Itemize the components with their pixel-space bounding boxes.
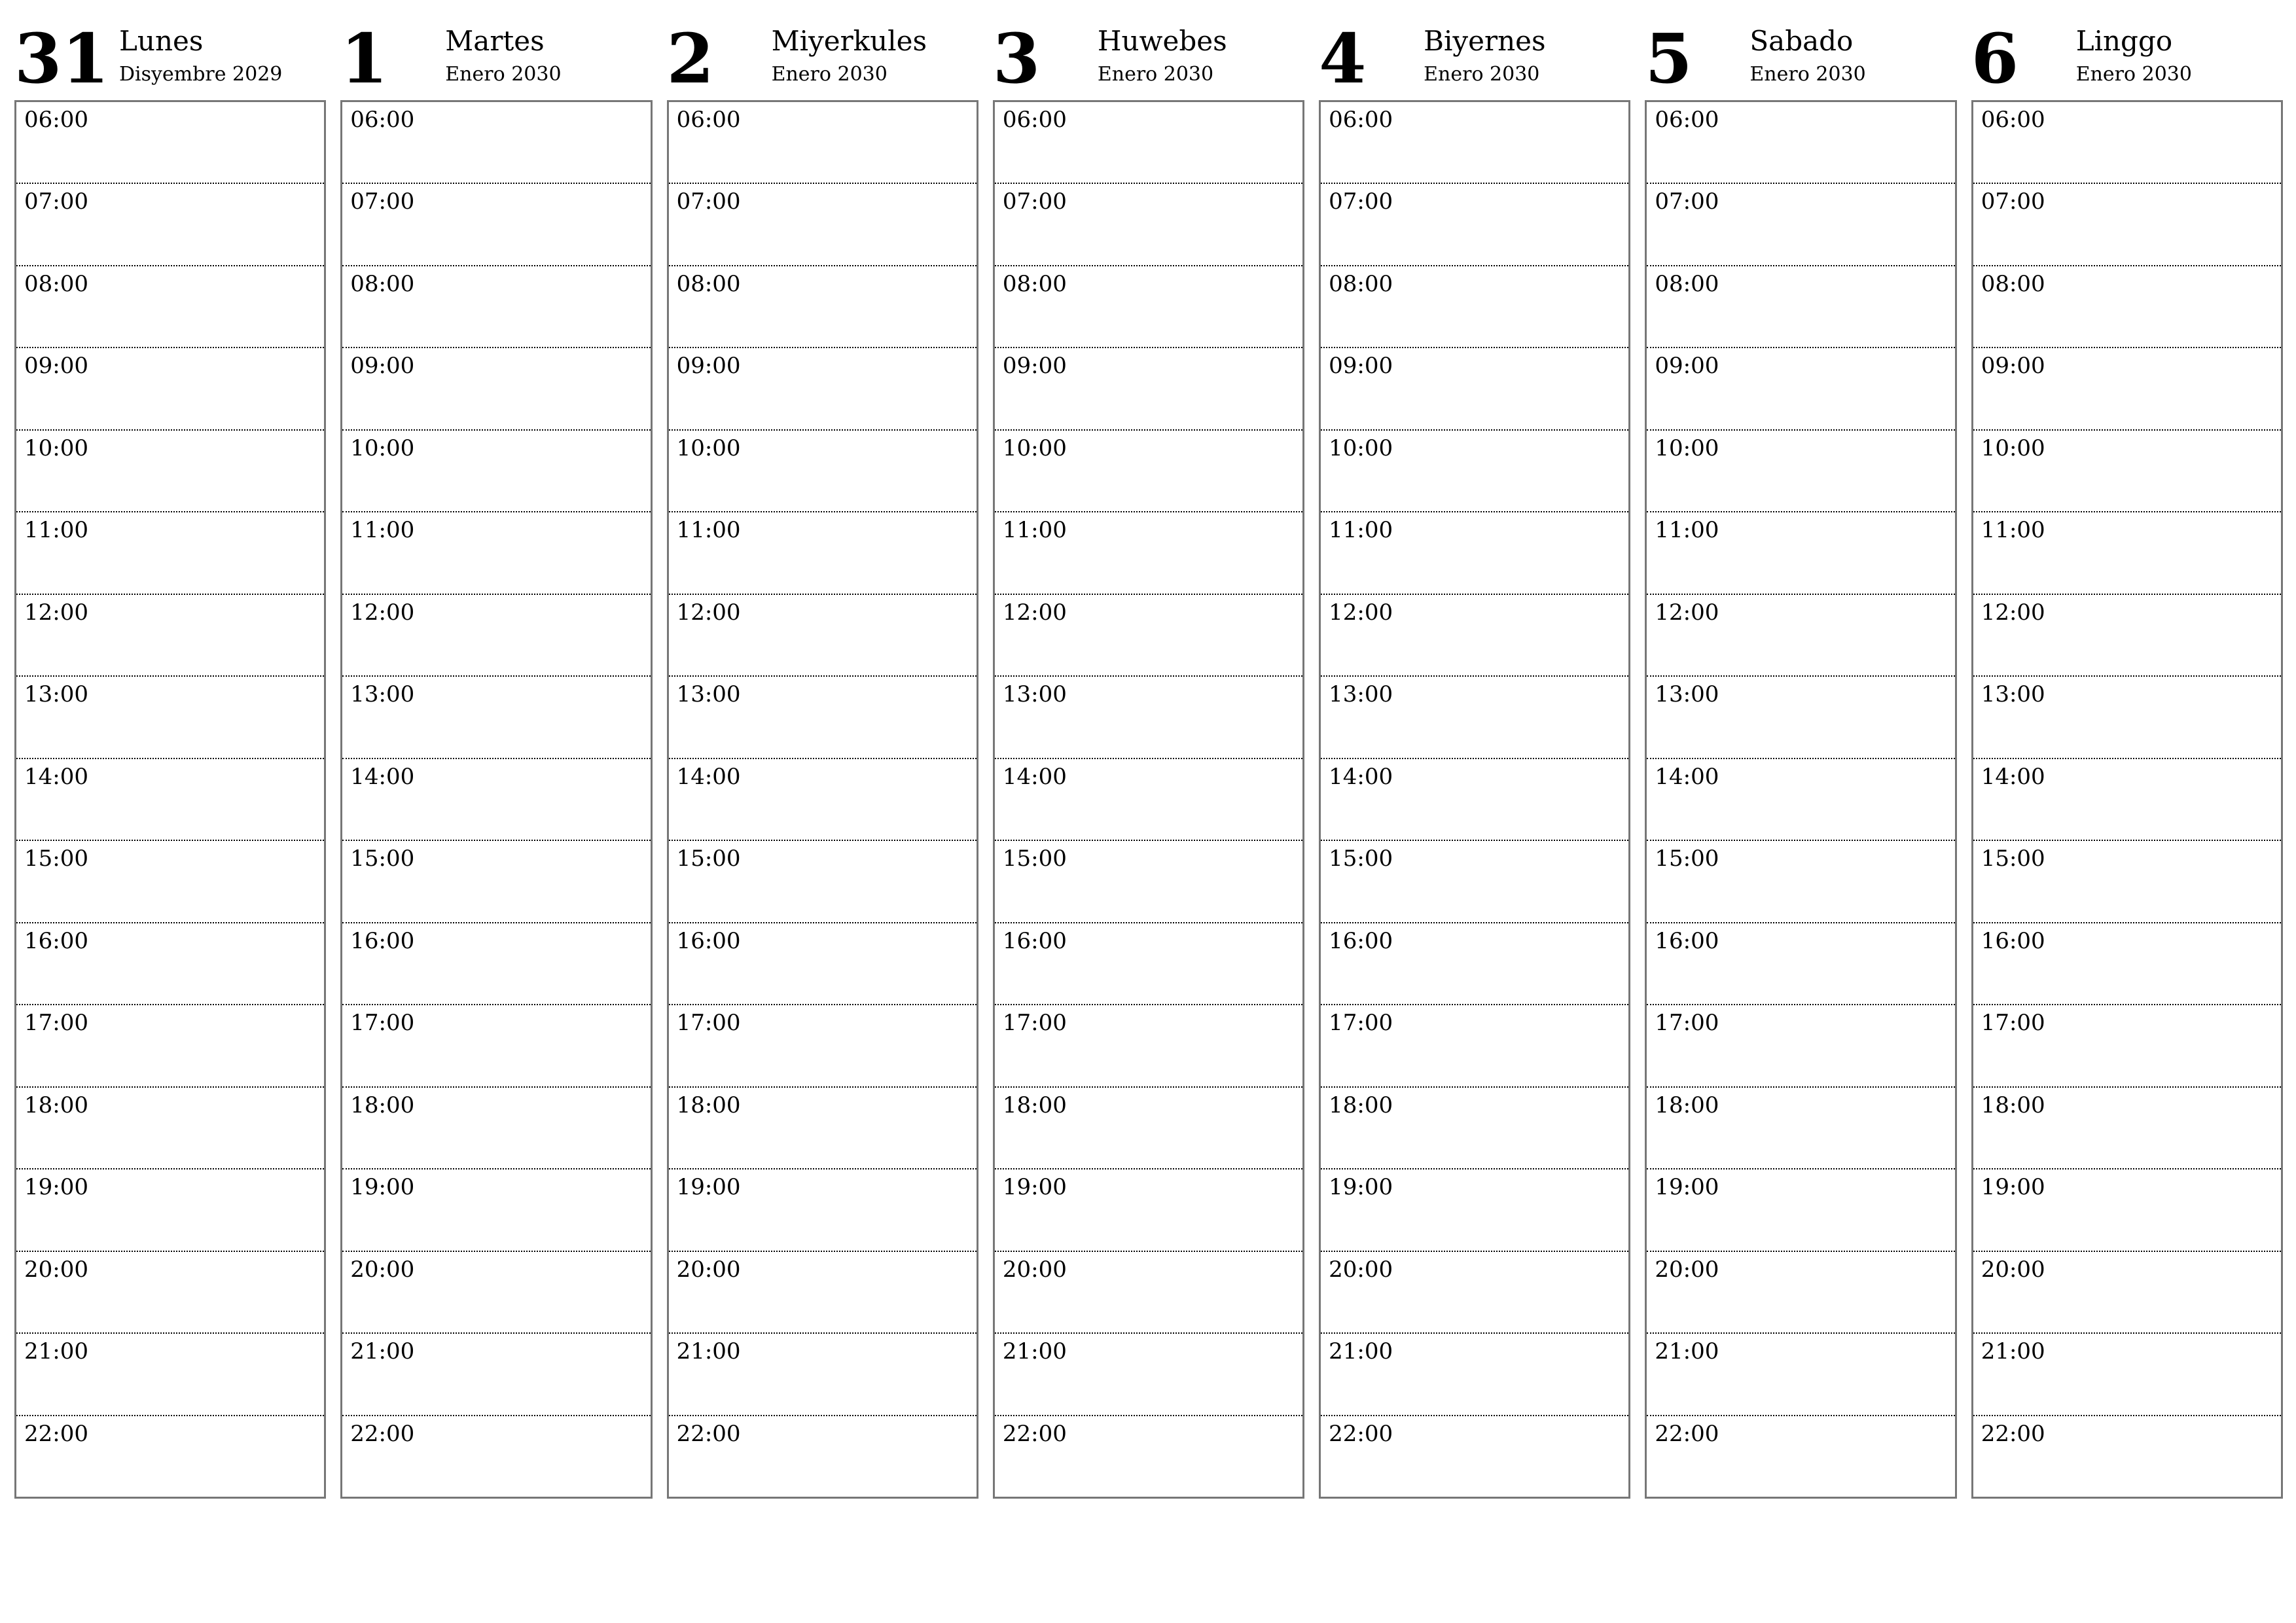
hour-grid [993, 100, 1304, 1499]
time-slot[interactable] [1973, 1086, 2281, 1168]
time-slot[interactable] [342, 594, 650, 675]
time-slot[interactable] [669, 840, 977, 921]
time-slot[interactable] [1647, 675, 1954, 757]
time-slot[interactable] [995, 429, 1302, 511]
time-label: 06:00 [350, 107, 415, 133]
time-label: 20:00 [1002, 1256, 1067, 1283]
time-label: 10:00 [24, 435, 88, 461]
time-label: 21:00 [1329, 1338, 1393, 1365]
time-slot[interactable] [1321, 1415, 1628, 1497]
day-name: Miyerkules [771, 25, 927, 57]
time-slot[interactable] [1973, 347, 2281, 429]
time-slot[interactable] [16, 1168, 324, 1250]
day-number: 2 [666, 18, 714, 99]
day-name: Biyernes [1424, 25, 1546, 57]
time-slot[interactable] [1647, 922, 1954, 1004]
time-label: 14:00 [350, 763, 415, 790]
time-slot[interactable] [1321, 758, 1628, 840]
time-label: 12:00 [350, 599, 415, 626]
time-label: 06:00 [676, 107, 741, 133]
time-label: 22:00 [1329, 1420, 1393, 1447]
time-label: 22:00 [676, 1420, 741, 1447]
time-label: 21:00 [24, 1338, 88, 1365]
time-label: 17:00 [24, 1010, 88, 1037]
time-slot[interactable] [1647, 594, 1954, 675]
time-slot[interactable] [669, 511, 977, 593]
time-label: 09:00 [350, 353, 415, 380]
time-slot[interactable] [16, 265, 324, 347]
time-slot[interactable] [1647, 840, 1954, 921]
time-slot[interactable] [1647, 265, 1954, 347]
hour-grid [1319, 100, 1630, 1499]
time-label: 15:00 [1655, 846, 1719, 872]
time-slot[interactable] [1321, 1004, 1628, 1086]
time-label: 06:00 [24, 107, 88, 133]
day-month: Enero 2030 [2075, 63, 2192, 86]
time-label: 17:00 [1655, 1010, 1719, 1037]
time-slot[interactable] [669, 594, 977, 675]
time-slot[interactable] [16, 922, 324, 1004]
time-slot[interactable] [16, 840, 324, 921]
time-label: 06:00 [1981, 107, 2045, 133]
day-label [445, 25, 561, 87]
time-slot[interactable] [669, 102, 977, 183]
hour-grid [340, 100, 652, 1499]
time-slot[interactable] [342, 758, 650, 840]
time-label: 19:00 [1002, 1174, 1067, 1201]
time-label: 16:00 [350, 927, 415, 954]
time-slot[interactable] [1973, 675, 2281, 757]
day-label [1749, 25, 1865, 87]
time-label: 20:00 [1981, 1256, 2045, 1283]
time-label: 09:00 [1981, 353, 2045, 380]
day-number: 6 [1971, 18, 2019, 99]
time-slot[interactable] [1647, 347, 1954, 429]
time-label: 19:00 [676, 1174, 741, 1201]
time-slot[interactable] [16, 511, 324, 593]
time-label: 16:00 [1655, 927, 1719, 954]
time-label: 10:00 [1655, 435, 1719, 461]
time-slot[interactable] [995, 1251, 1302, 1332]
time-slot[interactable] [1973, 265, 2281, 347]
time-slot[interactable] [995, 1415, 1302, 1497]
time-label: 16:00 [1002, 927, 1067, 954]
time-slot[interactable] [16, 1415, 324, 1497]
time-label: 16:00 [24, 927, 88, 954]
time-slot[interactable] [995, 1332, 1302, 1414]
time-slot[interactable] [342, 429, 650, 511]
time-label: 21:00 [1981, 1338, 2045, 1365]
time-label: 21:00 [1655, 1338, 1719, 1365]
time-label: 17:00 [350, 1010, 415, 1037]
day-label [772, 25, 927, 87]
time-label: 14:00 [676, 763, 741, 790]
day-header [667, 13, 978, 100]
time-slot[interactable] [669, 922, 977, 1004]
time-slot[interactable] [16, 183, 324, 264]
time-label: 08:00 [1655, 270, 1719, 297]
time-label: 17:00 [676, 1010, 741, 1037]
time-slot[interactable] [1973, 1004, 2281, 1086]
time-label: 13:00 [676, 681, 741, 708]
time-label: 20:00 [676, 1256, 741, 1283]
time-label: 17:00 [1981, 1010, 2045, 1037]
time-slot[interactable] [1647, 429, 1954, 511]
time-label: 19:00 [24, 1174, 88, 1201]
time-slot[interactable] [1647, 183, 1954, 264]
time-label: 20:00 [1655, 1256, 1719, 1283]
day-header [1319, 13, 1630, 100]
time-slot[interactable] [342, 840, 650, 921]
time-label: 10:00 [350, 435, 415, 461]
time-slot[interactable] [995, 511, 1302, 593]
day-number: 1 [340, 18, 388, 99]
day-month: Enero 2030 [1749, 63, 1866, 86]
time-label: 12:00 [1329, 599, 1393, 626]
time-slot[interactable] [995, 102, 1302, 183]
time-slot[interactable] [342, 1086, 650, 1168]
time-label: 07:00 [1329, 188, 1393, 215]
time-label: 13:00 [1002, 681, 1067, 708]
time-label: 08:00 [350, 270, 415, 297]
day-header [14, 13, 326, 100]
day-column [1319, 13, 1630, 1499]
time-slot[interactable] [669, 1251, 977, 1332]
time-slot[interactable] [342, 347, 650, 429]
time-slot[interactable] [1321, 1086, 1628, 1168]
time-label: 11:00 [676, 517, 741, 544]
time-slot[interactable] [669, 1415, 977, 1497]
time-label: 06:00 [1329, 107, 1393, 133]
time-slot[interactable] [995, 840, 1302, 921]
time-label: 09:00 [1329, 353, 1393, 380]
time-slot[interactable] [342, 1004, 650, 1086]
time-slot[interactable] [16, 675, 324, 757]
time-label: 15:00 [350, 846, 415, 872]
time-slot[interactable] [669, 675, 977, 757]
time-slot[interactable] [995, 758, 1302, 840]
time-slot[interactable] [342, 183, 650, 264]
time-label: 15:00 [676, 846, 741, 872]
time-slot[interactable] [1973, 183, 2281, 264]
time-slot[interactable] [342, 1168, 650, 1250]
day-month: Enero 2030 [1424, 63, 1540, 86]
time-label: 14:00 [1655, 763, 1719, 790]
hour-grid [1971, 100, 2283, 1499]
time-label: 17:00 [1002, 1010, 1067, 1037]
time-label: 08:00 [1981, 270, 2045, 297]
time-slot[interactable] [1647, 102, 1954, 183]
day-column [667, 13, 978, 1499]
time-slot[interactable] [16, 758, 324, 840]
time-label: 08:00 [24, 270, 88, 297]
time-label: 13:00 [24, 681, 88, 708]
hour-grid [667, 100, 978, 1499]
time-label: 06:00 [1002, 107, 1067, 133]
time-slot[interactable] [1973, 840, 2281, 921]
time-slot[interactable] [995, 265, 1302, 347]
time-slot[interactable] [1321, 511, 1628, 593]
time-label: 06:00 [1655, 107, 1719, 133]
time-slot[interactable] [669, 1332, 977, 1414]
time-label: 07:00 [24, 188, 88, 215]
time-label: 07:00 [1981, 188, 2045, 215]
time-label: 11:00 [1655, 517, 1719, 544]
time-slot[interactable] [342, 1251, 650, 1332]
time-slot[interactable] [1321, 675, 1628, 757]
time-slot[interactable] [669, 265, 977, 347]
time-label: 11:00 [350, 517, 415, 544]
time-slot[interactable] [1973, 594, 2281, 675]
day-number: 3 [992, 18, 1041, 99]
day-column [14, 13, 326, 1499]
time-label: 21:00 [1002, 1338, 1067, 1365]
time-slot[interactable] [1973, 102, 2281, 183]
hour-grid [14, 100, 326, 1499]
day-header [340, 13, 652, 100]
time-slot[interactable] [1321, 429, 1628, 511]
time-label: 08:00 [1329, 270, 1393, 297]
time-label: 07:00 [1655, 188, 1719, 215]
time-slot[interactable] [1321, 1332, 1628, 1414]
time-label: 14:00 [24, 763, 88, 790]
day-name: Huwebes [1097, 25, 1227, 57]
time-slot[interactable] [342, 922, 650, 1004]
time-label: 13:00 [350, 681, 415, 708]
day-month: Disyembre 2029 [119, 63, 283, 86]
time-slot[interactable] [342, 1332, 650, 1414]
time-slot[interactable] [1321, 922, 1628, 1004]
time-label: 15:00 [1981, 846, 2045, 872]
time-label: 09:00 [676, 353, 741, 380]
time-slot[interactable] [995, 594, 1302, 675]
day-name: Lunes [119, 25, 204, 57]
time-slot[interactable] [995, 1168, 1302, 1250]
time-slot[interactable] [1973, 1251, 2281, 1332]
time-label: 21:00 [350, 1338, 415, 1365]
time-label: 09:00 [24, 353, 88, 380]
time-label: 10:00 [1981, 435, 2045, 461]
time-slot[interactable] [669, 429, 977, 511]
day-month: Enero 2030 [771, 63, 888, 86]
time-slot[interactable] [1647, 1086, 1954, 1168]
time-label: 22:00 [1655, 1420, 1719, 1447]
time-label: 19:00 [1329, 1174, 1393, 1201]
day-month: Enero 2030 [445, 63, 562, 86]
time-label: 09:00 [1655, 353, 1719, 380]
time-label: 22:00 [350, 1420, 415, 1447]
time-slot[interactable] [16, 102, 324, 183]
time-label: 14:00 [1002, 763, 1067, 790]
time-label: 12:00 [1981, 599, 2045, 626]
time-slot[interactable] [995, 1086, 1302, 1168]
time-slot[interactable] [669, 347, 977, 429]
time-label: 18:00 [24, 1092, 88, 1118]
time-label: 18:00 [1002, 1092, 1067, 1118]
time-label: 19:00 [350, 1174, 415, 1201]
time-label: 12:00 [676, 599, 741, 626]
day-label [1424, 25, 1545, 87]
time-label: 20:00 [1329, 1256, 1393, 1283]
day-number: 4 [1319, 18, 1367, 99]
time-slot[interactable] [1973, 429, 2281, 511]
time-slot[interactable] [16, 1332, 324, 1414]
time-label: 10:00 [1002, 435, 1067, 461]
day-name: Linggo [2075, 25, 2173, 57]
time-slot[interactable] [669, 1168, 977, 1250]
time-slot[interactable] [1647, 1332, 1954, 1414]
hour-grid [1645, 100, 1956, 1499]
time-slot[interactable] [1973, 1332, 2281, 1414]
time-label: 18:00 [350, 1092, 415, 1118]
time-label: 12:00 [1002, 599, 1067, 626]
time-label: 16:00 [1981, 927, 2045, 954]
day-name: Sabado [1749, 25, 1854, 57]
time-slot[interactable] [995, 347, 1302, 429]
time-label: 07:00 [350, 188, 415, 215]
time-slot[interactable] [995, 1004, 1302, 1086]
day-month: Enero 2030 [1097, 63, 1214, 86]
time-label: 20:00 [24, 1256, 88, 1283]
time-label: 09:00 [1002, 353, 1067, 380]
time-label: 13:00 [1981, 681, 2045, 708]
time-label: 20:00 [350, 1256, 415, 1283]
time-slot[interactable] [1973, 511, 2281, 593]
time-slot[interactable] [16, 1251, 324, 1332]
time-slot[interactable] [1321, 594, 1628, 675]
time-slot[interactable] [16, 594, 324, 675]
time-slot[interactable] [995, 675, 1302, 757]
time-label: 12:00 [24, 599, 88, 626]
day-column [993, 13, 1304, 1499]
time-slot[interactable] [1321, 265, 1628, 347]
time-label: 12:00 [1655, 599, 1719, 626]
time-slot[interactable] [342, 102, 650, 183]
day-label [119, 25, 282, 87]
time-slot[interactable] [1973, 1168, 2281, 1250]
time-label: 18:00 [1655, 1092, 1719, 1118]
time-label: 11:00 [1002, 517, 1067, 544]
time-label: 15:00 [24, 846, 88, 872]
weekly-planner [14, 13, 2283, 1499]
time-label: 10:00 [1329, 435, 1393, 461]
time-label: 22:00 [24, 1420, 88, 1447]
time-slot[interactable] [1647, 511, 1954, 593]
time-slot[interactable] [1321, 1251, 1628, 1332]
time-label: 18:00 [1981, 1092, 2045, 1118]
time-label: 19:00 [1981, 1174, 2045, 1201]
day-number: 31 [14, 18, 109, 99]
time-label: 15:00 [1002, 846, 1067, 872]
time-slot[interactable] [1973, 1415, 2281, 1497]
time-slot[interactable] [1321, 1168, 1628, 1250]
time-label: 16:00 [1329, 927, 1393, 954]
time-label: 14:00 [1329, 763, 1393, 790]
time-slot[interactable] [1321, 840, 1628, 921]
time-slot[interactable] [669, 758, 977, 840]
time-label: 17:00 [1329, 1010, 1393, 1037]
time-label: 15:00 [1329, 846, 1393, 872]
time-slot[interactable] [1321, 347, 1628, 429]
time-label: 18:00 [1329, 1092, 1393, 1118]
time-label: 19:00 [1655, 1174, 1719, 1201]
time-slot[interactable] [995, 183, 1302, 264]
time-slot[interactable] [1647, 1168, 1954, 1250]
time-slot[interactable] [342, 1415, 650, 1497]
time-slot[interactable] [342, 511, 650, 593]
day-column [340, 13, 652, 1499]
time-label: 07:00 [676, 188, 741, 215]
time-slot[interactable] [1321, 102, 1628, 183]
time-label: 13:00 [1329, 681, 1393, 708]
time-slot[interactable] [669, 1086, 977, 1168]
time-label: 08:00 [1002, 270, 1067, 297]
time-label: 11:00 [1981, 517, 2045, 544]
time-label: 22:00 [1981, 1420, 2045, 1447]
day-header [1645, 13, 1956, 100]
time-label: 07:00 [1002, 188, 1067, 215]
time-slot[interactable] [1647, 1004, 1954, 1086]
day-column [1971, 13, 2283, 1499]
time-slot[interactable] [1321, 183, 1628, 264]
day-header [1971, 13, 2283, 100]
time-label: 08:00 [676, 270, 741, 297]
time-slot[interactable] [1647, 1251, 1954, 1332]
time-slot[interactable] [995, 922, 1302, 1004]
time-label: 18:00 [676, 1092, 741, 1118]
day-label [1098, 25, 1227, 87]
time-label: 21:00 [676, 1338, 741, 1365]
day-label [2076, 25, 2192, 87]
time-slot[interactable] [342, 675, 650, 757]
time-slot[interactable] [16, 1004, 324, 1086]
time-slot[interactable] [16, 1086, 324, 1168]
time-slot[interactable] [1973, 922, 2281, 1004]
day-header [993, 13, 1304, 100]
time-slot[interactable] [1647, 1415, 1954, 1497]
time-slot[interactable] [342, 265, 650, 347]
time-label: 14:00 [1981, 763, 2045, 790]
time-label: 11:00 [1329, 517, 1393, 544]
time-label: 11:00 [24, 517, 88, 544]
time-label: 22:00 [1002, 1420, 1067, 1447]
day-column [1645, 13, 1956, 1499]
time-slot[interactable] [669, 183, 977, 264]
time-slot[interactable] [669, 1004, 977, 1086]
time-slot[interactable] [1973, 758, 2281, 840]
time-label: 16:00 [676, 927, 741, 954]
day-number: 5 [1645, 18, 1693, 99]
day-name: Martes [445, 25, 545, 57]
time-label: 13:00 [1655, 681, 1719, 708]
time-slot[interactable] [16, 429, 324, 511]
time-slot[interactable] [1647, 758, 1954, 840]
time-label: 10:00 [676, 435, 741, 461]
time-slot[interactable] [16, 347, 324, 429]
